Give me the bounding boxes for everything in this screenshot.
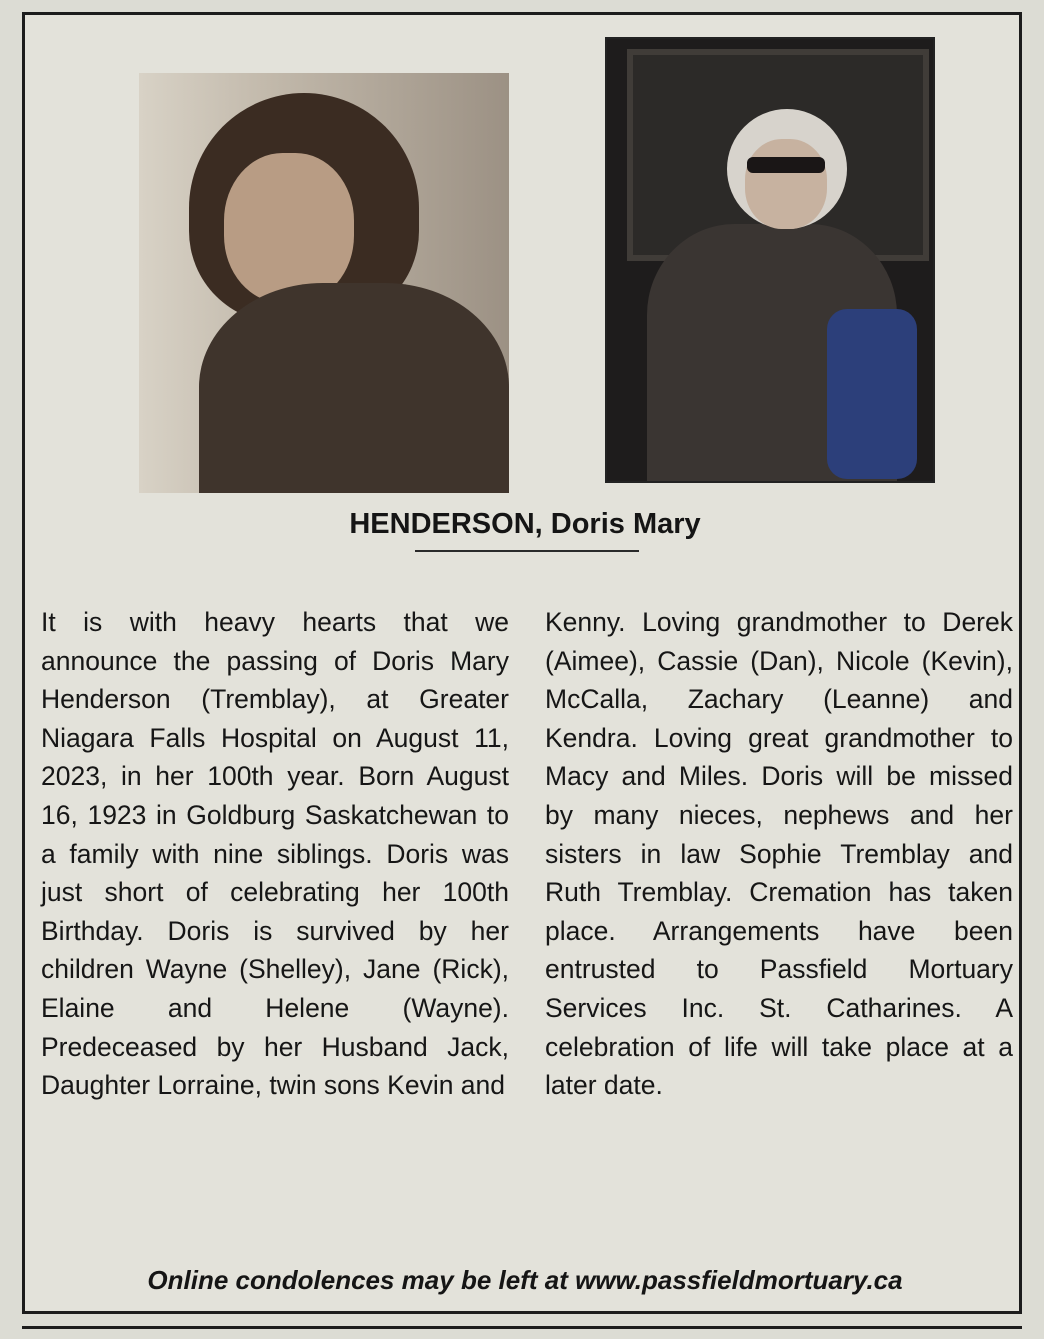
notice-body-right: Kenny. Loving grandmother to Derek (Aimee), Cassie (Dan), Nicole (Kevin), McCalla, Zachary (Leanne) and Kendra. Loving great grandmother to Macy and Miles. Doris will be missed by many nieces, nephews and her sisters in law Sophie Tremblay and Ruth Tremblay. Cremation has taken place. Arrangements have been entrusted to Passfield Mortuary Services Inc. St. Catharines. A celebration of life will take place at a later date.	[545, 607, 1013, 1101]
notice-title: HENDERSON, Doris Mary	[349, 508, 701, 540]
page-divider	[22, 1326, 1022, 1329]
title-underline	[415, 550, 639, 552]
portrait-photo-elderly	[605, 37, 935, 483]
portrait-photo-young	[139, 73, 509, 493]
notice-body-left: It is with heavy hearts that we announce the passing of Doris Mary Henderson (Tremblay), at Greater Niagara Falls Hospital on August 11, 2023, in her 100th year. Born August 16, 1923 in Goldburg Saskatchewan to a family with nine siblings. Doris was just short of celebrating her 100th Birthday. Doris is survived by her children Wayne (Shelley), Jane (Rick), Elaine and Helene (Wayne). Predeceased by her Husband Jack, Daughter Lorraine, twin sons Kevin and	[41, 607, 509, 1101]
condolences-footer: Online condolences may be left at www.passfieldmortuary.ca	[147, 1265, 903, 1295]
obituary-notice	[22, 12, 1022, 1314]
